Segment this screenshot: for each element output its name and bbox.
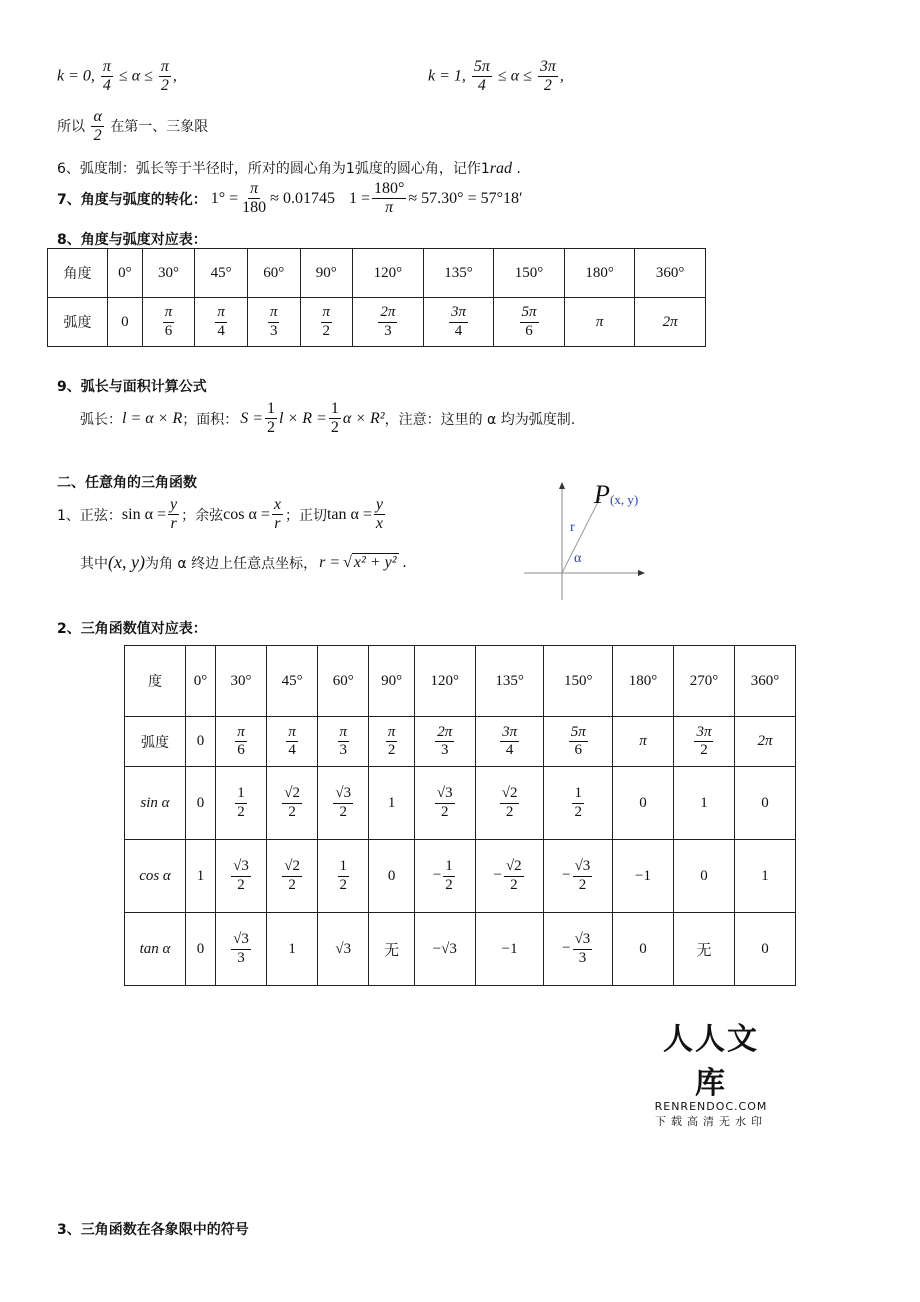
cell-fraction: $\frac{√3}{3}$ (574, 931, 591, 966)
cell-sign: − (562, 940, 571, 957)
table2-degree-cell: 150° (544, 646, 613, 717)
table2-radian-cell (734, 717, 795, 767)
cell-fraction: $\frac{\pi}{3}$ (269, 304, 278, 339)
table2-radian-cell (544, 717, 613, 767)
table2-tan-cell (674, 913, 735, 986)
k1-range: k = 1, $\frac{5\pi}{4}$ ≤ α ≤ $\frac{3\pi}{2}$ , (428, 58, 564, 95)
table2-sin-cell (544, 767, 613, 840)
cell-value: 0 (196, 733, 205, 749)
cell-fraction: $\frac{5\pi}{6}$ (521, 304, 537, 339)
table2-radian-cell (369, 717, 414, 767)
table2-radian-cell (215, 717, 266, 767)
cell-value: 无 (384, 942, 400, 959)
cell-value: 1 (288, 940, 296, 957)
quadrant-conclusion: 所以 $\frac{\alpha}{2}$ 在第一、三象限 (57, 108, 209, 145)
table2-degree-cell: 120° (414, 646, 475, 717)
cell-value: 1 (196, 867, 205, 884)
table2-tan-cell (613, 913, 674, 986)
table2-radian-label: 弧度 (125, 717, 186, 767)
table2-radian-cell (267, 717, 318, 767)
table2-tan-cell (734, 913, 795, 986)
watermark-url: RENRENDOC.COM (654, 1100, 768, 1113)
table2-degree-label: 度 (125, 646, 186, 717)
table1-degree-cell: 180° (564, 249, 635, 298)
table2-degree-cell: 60° (318, 646, 369, 717)
coordinate-note: 其中 (x, y) 为角 α 终边上任意点坐标， r = √ x² + y² . (80, 552, 407, 572)
table2-radian-cell (186, 717, 216, 767)
cell-fraction: $\frac{√3}{2}$ (436, 785, 453, 820)
angle-alpha-label: α (574, 551, 582, 566)
table1-degree-cell: 120° (353, 249, 424, 298)
arc-area-formula: 弧长： l = α × R ；面积： S = $\frac{1}{2}$ l × R = $\frac{1}{2}$ α × R² ，注意：这里的 α 均为弧度制. (80, 400, 576, 437)
cell-value: 0 (196, 794, 205, 811)
table2-degree-cell: 360° (734, 646, 795, 717)
table2-cos-cell (544, 840, 613, 913)
table1-degree-cell: 30° (142, 249, 195, 298)
table2-cos-cell (318, 840, 369, 913)
cell-value: 0 (761, 940, 769, 957)
table2-sin-label: sin α (125, 767, 186, 840)
cell-fraction: $\frac{\pi}{2}$ (387, 723, 396, 758)
table1-degree-cell: 60° (247, 249, 300, 298)
table2-degree-cell: 0° (186, 646, 216, 717)
cell-fraction: $\frac{3\pi}{2}$ (696, 723, 712, 758)
table2-title: 2、三角函数值对应表： (57, 621, 207, 637)
cell-fraction: $\frac{√3}{2}$ (233, 858, 249, 893)
cell-sign: − (562, 867, 571, 884)
table1-radian-cell (300, 298, 353, 347)
table1-degree-cell: 360° (635, 249, 706, 298)
point-coords-label: (x, y) (610, 492, 639, 507)
radius-label: r (570, 520, 575, 535)
table1-radian-cell (494, 298, 565, 347)
cell-sign: − (493, 867, 502, 884)
table2-degree-cell: 90° (369, 646, 414, 717)
cell-fraction: $\frac{5\pi}{6}$ (570, 723, 586, 758)
table1-degree-cell: 0° (108, 249, 143, 298)
cell-value: −√3 (432, 940, 457, 957)
section-3-title: 3、三角函数在各象限中的符号 (57, 1222, 249, 1238)
table2-cos-cell (674, 840, 735, 913)
table2-tan-label: tan α (125, 913, 186, 986)
table1-radian-cell (353, 298, 424, 347)
table1-degree-cell: 90° (300, 249, 353, 298)
table2-tan-cell (414, 913, 475, 986)
cell-value: √3 (335, 940, 352, 957)
table2-cos-cell (475, 840, 544, 913)
table2-tan-cell (186, 913, 216, 986)
trig-values-table (124, 645, 796, 986)
cell-fraction: $\frac{3\pi}{4}$ (502, 723, 518, 758)
table1-radian-cell (635, 298, 706, 347)
table2-degree-cell: 135° (475, 646, 544, 717)
trig-definitions: 1、正弦： sin α = $\frac{y}{r}$ ；余弦 cos α = $\frac{x}{r}$ ；正切 tan α = $\frac{y}{x}$ (57, 496, 384, 533)
radian-definition: 6、弧度制：弧长等于半径时，所对的圆心角为1弧度的圆心角，记作1rad . (57, 160, 521, 177)
cell-fraction: $\frac{\pi}{6}$ (237, 723, 245, 758)
table2-sin-cell (369, 767, 414, 840)
section-9-title: 9、弧长与面积计算公式 (57, 379, 207, 395)
cell-value: 0 (761, 794, 769, 811)
cell-fraction: $\frac{\pi}{6}$ (164, 304, 173, 339)
cell-fraction: $\frac{2\pi}{3}$ (380, 304, 396, 339)
table2-tan-cell (369, 913, 414, 986)
cell-value: 无 (696, 942, 712, 959)
cell-value: 1 (387, 794, 396, 811)
table2-tan-cell (215, 913, 266, 986)
k0-range: k = 0, $\frac{\pi}{4}$ ≤ α ≤ $\frac{\pi}{2}$ , (57, 58, 177, 95)
cell-value: −1 (501, 940, 518, 957)
cell-value: 0 (196, 940, 205, 957)
table2-sin-cell (318, 767, 369, 840)
table2-cos-cell (267, 840, 318, 913)
table2-radian-cell (414, 717, 475, 767)
table2-sin-cell (414, 767, 475, 840)
section-2-title: 二、任意角的三角函数 (57, 475, 197, 491)
table2-cos-cell (369, 840, 414, 913)
table1-radian-cell (108, 298, 143, 347)
table1-radian-cell (423, 298, 494, 347)
cell-value: 0 (639, 794, 647, 811)
cell-fraction: $\frac{√3}{2}$ (574, 858, 591, 893)
table2-cos-cell (613, 840, 674, 913)
table2-degree-cell: 45° (267, 646, 318, 717)
cell-fraction: $\frac{1}{2}$ (339, 858, 348, 893)
cell-fraction: $\frac{√3}{2}$ (335, 785, 352, 820)
cell-fraction: $\frac{1}{2}$ (574, 785, 582, 820)
table2-sin-cell (475, 767, 544, 840)
table2-tan-cell (318, 913, 369, 986)
table1-radian-label: 弧度 (48, 298, 108, 347)
table2-cos-cell (215, 840, 266, 913)
cell-value: 2π (757, 733, 773, 749)
cell-value: 1 (761, 867, 769, 884)
cell-value: 0 (639, 940, 647, 957)
cell-value: 0 (121, 313, 129, 330)
cell-fraction: $\frac{2\pi}{3}$ (437, 723, 453, 758)
table2-cos-cell (414, 840, 475, 913)
watermark-brand: 人人文库 (663, 1022, 759, 1101)
cell-value: π (595, 313, 604, 330)
table2-sin-cell (186, 767, 216, 840)
table2-degree-cell: 30° (215, 646, 266, 717)
cell-fraction: $\frac{\pi}{4}$ (288, 723, 296, 758)
table2-cos-cell (734, 840, 795, 913)
table1-degree-cell: 135° (423, 249, 494, 298)
cell-fraction: $\frac{3\pi}{4}$ (450, 304, 466, 339)
section-8-title: 8、角度与弧度对应表： (57, 232, 207, 248)
cell-value: 1 (700, 794, 708, 811)
unit-point-diagram (520, 478, 650, 603)
watermark-tagline: 下载高清无水印 (655, 1115, 767, 1128)
cell-fraction: $\frac{√3}{3}$ (233, 931, 249, 966)
cell-fraction: $\frac{1}{2}$ (445, 858, 453, 893)
table2-sin-cell (215, 767, 266, 840)
degree-radian-conversion: 7、角度与弧度的转化： 1° = $\frac{\pi}{180}$ ≈ 0.01745 1 = $\frac{180^\circ}{\pi}$ ≈ 57.30° = 57°18′ (57, 180, 523, 217)
cell-value: −1 (635, 867, 651, 884)
cell-fraction: $\frac{√2}{2}$ (284, 785, 301, 820)
table2-degree-cell: 270° (674, 646, 735, 717)
table2-cos-label: cos α (125, 840, 186, 913)
point-p-label: P (594, 480, 610, 509)
cell-sign: − (432, 867, 442, 884)
table1-radian-cell (195, 298, 248, 347)
cell-fraction: $\frac{\pi}{3}$ (339, 723, 348, 758)
cell-value: 0 (700, 867, 708, 884)
table2-sin-cell (674, 767, 735, 840)
cell-value: 2π (662, 313, 678, 330)
table2-radian-cell (475, 717, 544, 767)
table1-radian-cell (247, 298, 300, 347)
cell-value: 0 (387, 867, 396, 884)
cell-value: π (639, 733, 647, 749)
table2-radian-cell (674, 717, 735, 767)
table1-degree-cell: 150° (494, 249, 565, 298)
degree-radian-table (47, 248, 706, 347)
cell-fraction: $\frac{1}{2}$ (237, 785, 245, 820)
cell-fraction: $\frac{√2}{2}$ (505, 858, 522, 893)
table2-tan-cell (544, 913, 613, 986)
cell-fraction: $\frac{\pi}{2}$ (322, 304, 331, 339)
table2-radian-cell (318, 717, 369, 767)
table2-cos-cell (186, 840, 216, 913)
table1-degree-label: 角度 (48, 249, 108, 298)
cell-fraction: $\frac{√2}{2}$ (501, 785, 518, 820)
table1-radian-cell (142, 298, 195, 347)
cell-fraction: $\frac{√2}{2}$ (284, 858, 301, 893)
table2-sin-cell (613, 767, 674, 840)
table2-degree-cell: 180° (613, 646, 674, 717)
watermark-logo (650, 1014, 772, 1129)
table2-sin-cell (734, 767, 795, 840)
table1-degree-cell: 45° (195, 249, 248, 298)
cell-fraction: $\frac{\pi}{4}$ (217, 304, 225, 339)
table2-sin-cell (267, 767, 318, 840)
table1-radian-cell (564, 298, 635, 347)
table2-radian-cell (613, 717, 674, 767)
table2-tan-cell (267, 913, 318, 986)
table2-tan-cell (475, 913, 544, 986)
